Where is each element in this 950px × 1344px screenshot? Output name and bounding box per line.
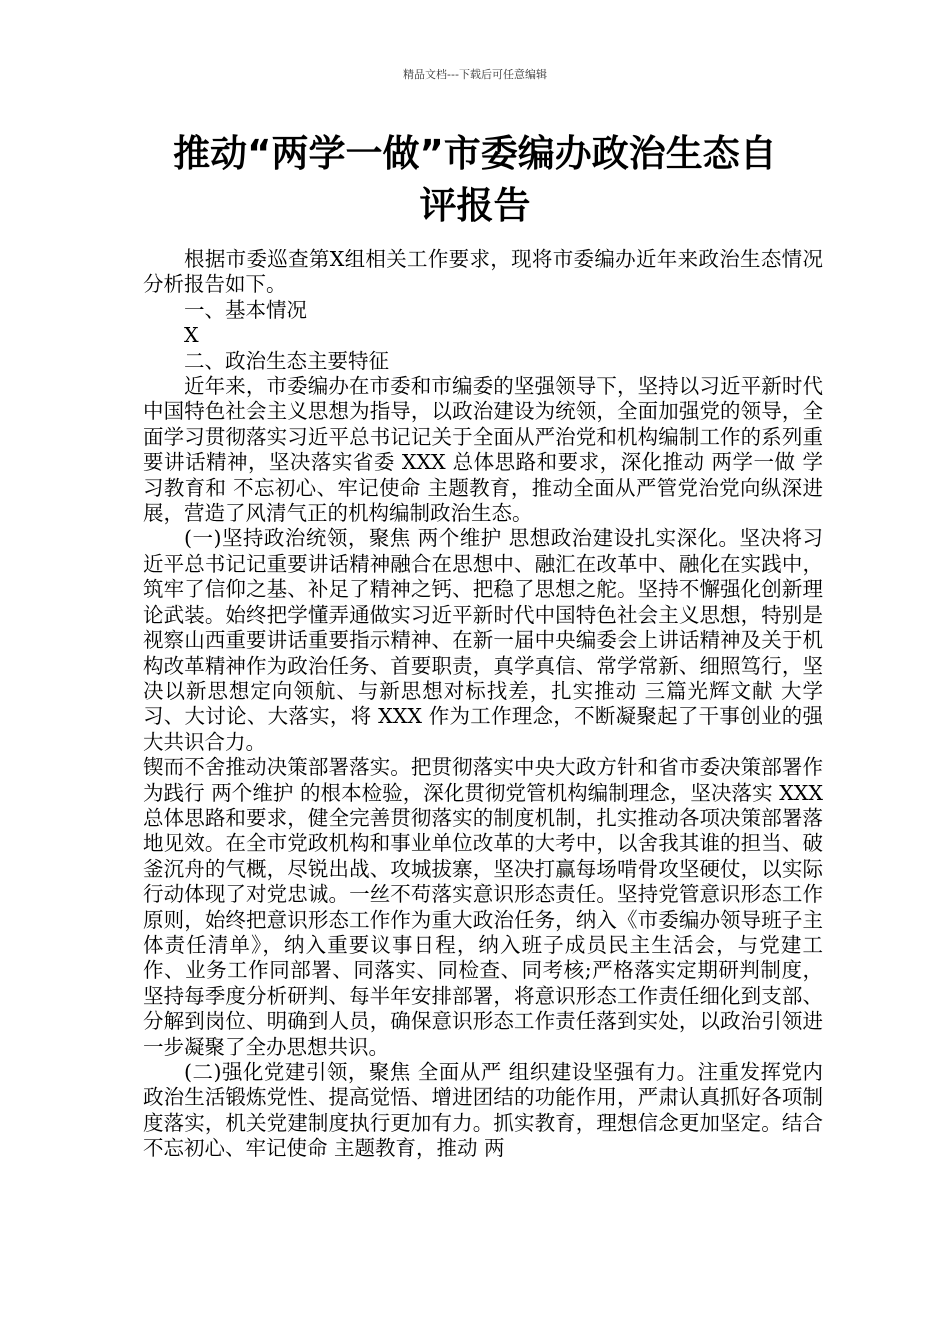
title-line-1: 推动“两学一做”市委编办政治生态自 <box>173 132 777 175</box>
subsection-2-paragraph: (二)强化党建引领，聚焦 全面从严 组织建设坚强有力。注重发挥党内政治生活锻炼党性、提高觉悟、增进团结的功能作用，严肃认真抓好各项制度落实，机关党建制度执行更加有力。抓实教育，理想信念更加坚定。结合 不忘初心、牢记使命 主题教育，推动 两 <box>143 1060 823 1161</box>
title-line-2: 评报告 <box>419 184 531 227</box>
document-title <box>120 128 830 232</box>
section-heading-basic: 一、基本情况 <box>184 297 307 322</box>
implementation-paragraph: 锲而不舍推动决策部署落实。把贯彻落实中央大政方针和省市委决策部署作为践行 两个维护 的根本检验，深化贯彻党管机构编制理念，坚决落实 XXX 总体思路和要求，健全完善贯彻落实的制度机制，扎实推动各项决策部署落地见效。在全市党政机构和事业单位改革的大考中，以舍我其谁的担当、破釜沉舟的气概，尽锐出战、攻城拔寨，坚决打赢每场啃骨攻坚硬仗，以实际行动体现了对党忠诚。一丝不苟落实意识形态责任。坚持党管意识形态工作原则，始终把意识形态工作作为重大政治任务，纳入《市委编办领导班子主体责任清单》，纳入重要议事日程，纳入班子成员民主生活会，与党建工作、业务工作同部署、同落实、同检查、同考核;严格落实定期研判制度，坚持每季度分析研判、每半年安排部署，将意识形态工作责任细化到支部、分解到岗位、明确到人员，确保意识形态工作责任落到实处，以政治引领进一步凝聚了全办思想共识。 <box>143 755 823 1059</box>
subsection-1-paragraph: (一)坚持政治统领，聚焦 两个维护 思想政治建设扎实深化。坚决将习近平总书记记重要讲话精神融合在思想中、融汇在改革中、融化在实践中，筑牢了信仰之基、补足了精神之钙、把稳了思想之舵。坚持不懈强化创新理论武装。始终把学懂弄通做实习近平新时代中国特色社会主义思想，特别是视察山西重要讲话重要指示精神、在新一届中央编委会上讲话精神及关于机构改革精神作为政治任务、首要职责，真学真信、常学常新、细照笃行，坚决以新思想定向领航、与新思想对标找差，扎实推动 三篇光辉文献 大学习、大讨论、大落实，将 XXX 作为工作理念，不断凝聚起了干事创业的强大共识合力。 <box>143 526 823 754</box>
document-body <box>143 247 823 1162</box>
intro-paragraph: 根据市委巡查第X组相关工作要求，现将市委编办近年来政治生态情况分析报告如下。 <box>143 247 823 297</box>
header-note: 精品文档---下载后可任意编辑 <box>403 68 547 81</box>
overview-paragraph: 近年来，市委编办在市委和市编委的坚强领导下，坚持以习近平新时代中国特色社会主义思想为指导，以政治建设为统领，全面加强党的领导，全面学习贯彻落实习近平总书记记关于全面从严治党和机构编制工作的系列重要讲话精神，坚决落实省委 XXX 总体思路和要求，深化推动 两学一做 学习教育和 不忘初心、牢记使命 主题教育，推动全面从严管党治党向纵深进展，营造了风清气正的机构编制政治生态。 <box>143 374 823 526</box>
section-heading-features: 二、政治生态主要特征 <box>184 348 389 373</box>
basic-content: X <box>184 323 199 348</box>
